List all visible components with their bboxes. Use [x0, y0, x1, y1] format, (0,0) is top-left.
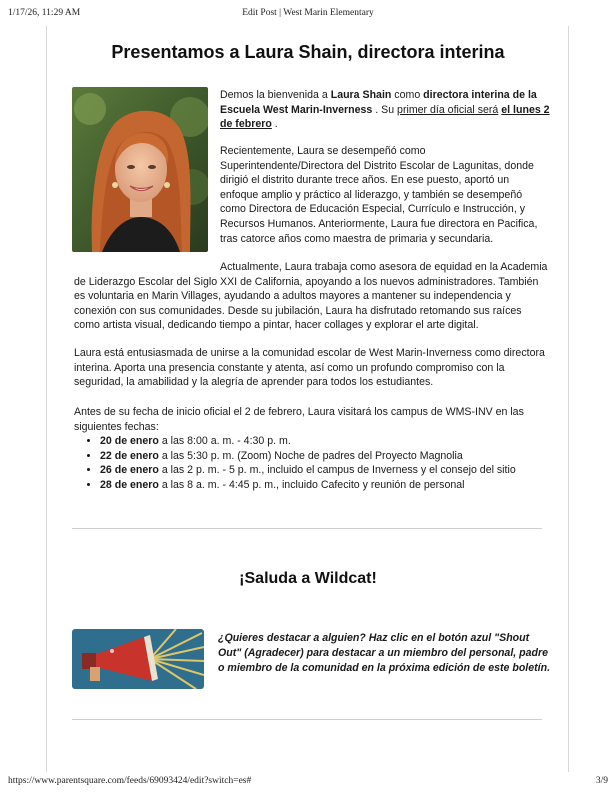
section-divider: [72, 528, 542, 529]
intro-text: . Su: [372, 103, 398, 116]
shoutout-title: ¡Saluda a Wildcat!: [239, 570, 377, 587]
megaphone-icon: [72, 629, 204, 689]
principal-role: directora interina de la Escuela West Marin-Inverness: [220, 89, 537, 116]
laura-shain-photo: [72, 87, 208, 252]
background-paragraph: Recientemente, Laura se desempeñó como Superintendente/Directora del Distrito Escolar de Lagunitas, donde dirigió el distrito durante trece años. En ese puesto, aportó un enfoque amplio y práctico al liderazgo, y también se desempeñó como Directora de Educación Especial, Currículo e Instrucción, y Recursos Humanos. Anteriormente, Laura fue directora en Pacifica, tras catorce años como maestra de primaria y secundaria.: [220, 145, 538, 245]
visit-dates-list: [74, 434, 576, 492]
start-date-link[interactable]: primer día oficial será: [397, 103, 499, 116]
intro-paragraph: [220, 88, 550, 132]
intro-text: Demos la bienvenida a: [220, 89, 331, 101]
visit-date: 20 de enero: [100, 435, 159, 447]
start-date-bold-link[interactable]: el lunes 2 de febrero: [220, 103, 550, 131]
principal-name: Laura Shain: [330, 89, 392, 101]
enthusiasm-paragraph: Laura está entusiasmada de unirse a la comunidad escolar de West Marin-Inverness como directora interina. Aporta una presencia constante y atenta, así como un profundo compromiso con la seguridad, la amabilidad y la alegría de aprender para todos los estudiantes.: [74, 347, 545, 389]
visit-detail: a las 8 a. m. - 4:45 p. m., incluido Cafecito y reunión de personal: [158, 478, 465, 491]
print-url: https://www.parentsquare.com/feeds/69093424/edit?switch=es#: [8, 776, 252, 786]
list-item: [100, 434, 576, 449]
visits-intro-paragraph: Antes de su fecha de inicio oficial el 2 de febrero, Laura visitará los campus de WMS-INV en las siguientes fechas:: [74, 406, 524, 433]
print-page-title: Edit Post | West Marin Elementary: [242, 8, 374, 18]
content-border-left: [46, 26, 47, 772]
print-page-number: 3/9: [595, 776, 608, 786]
list-item: [100, 449, 576, 464]
intro-text: como: [391, 89, 424, 101]
visit-detail: a las 2 p. m. - 5 p. m., incluido el campus de Inverness y el consejo del sitio: [158, 464, 516, 477]
list-item: [100, 478, 576, 493]
visit-date: 28 de enero: [100, 478, 159, 491]
visit-date: 26 de enero: [100, 464, 159, 477]
visit-detail: a las 8:00 a. m. - 4:30 p. m.: [158, 435, 291, 447]
section-divider-bottom: [72, 719, 542, 720]
visit-date: 22 de enero: [100, 449, 159, 462]
intro-text: .: [271, 118, 278, 131]
list-item: [100, 463, 576, 478]
content-border-right: [568, 26, 569, 772]
shoutout-text: ¿Quieres destacar a alguien? Haz clic en el botón azul "Shout Out" (Agradecer) para destacar a un miembro del personal, padre o miembro de la comunidad en la próxima edición de este boletín.: [218, 632, 551, 674]
current-work-paragraph: Actualmente, Laura trabaja como asesora de equidad en la Academia de Liderazgo Escolar del Siglo XXI de California, apoyando a los nuevos administradores. También es voluntaria en Marin Villages, ayudando a adultos mayores a mantener su independencia y conexión con sus comunidades. Desde su jubilación, Laura ha disfrutado retomando sus raíces como artista visual, dedicando tiempo a pintar, hacer collages y explorar el arte digital.: [74, 261, 548, 332]
article-title: Presentamos a Laura Shain, directora interina: [111, 42, 505, 62]
visit-detail: a las 5:30 p. m. (Zoom) Noche de padres del Proyecto Magnolia: [158, 449, 463, 462]
print-datetime: 1/17/26, 11:29 AM: [8, 8, 81, 18]
